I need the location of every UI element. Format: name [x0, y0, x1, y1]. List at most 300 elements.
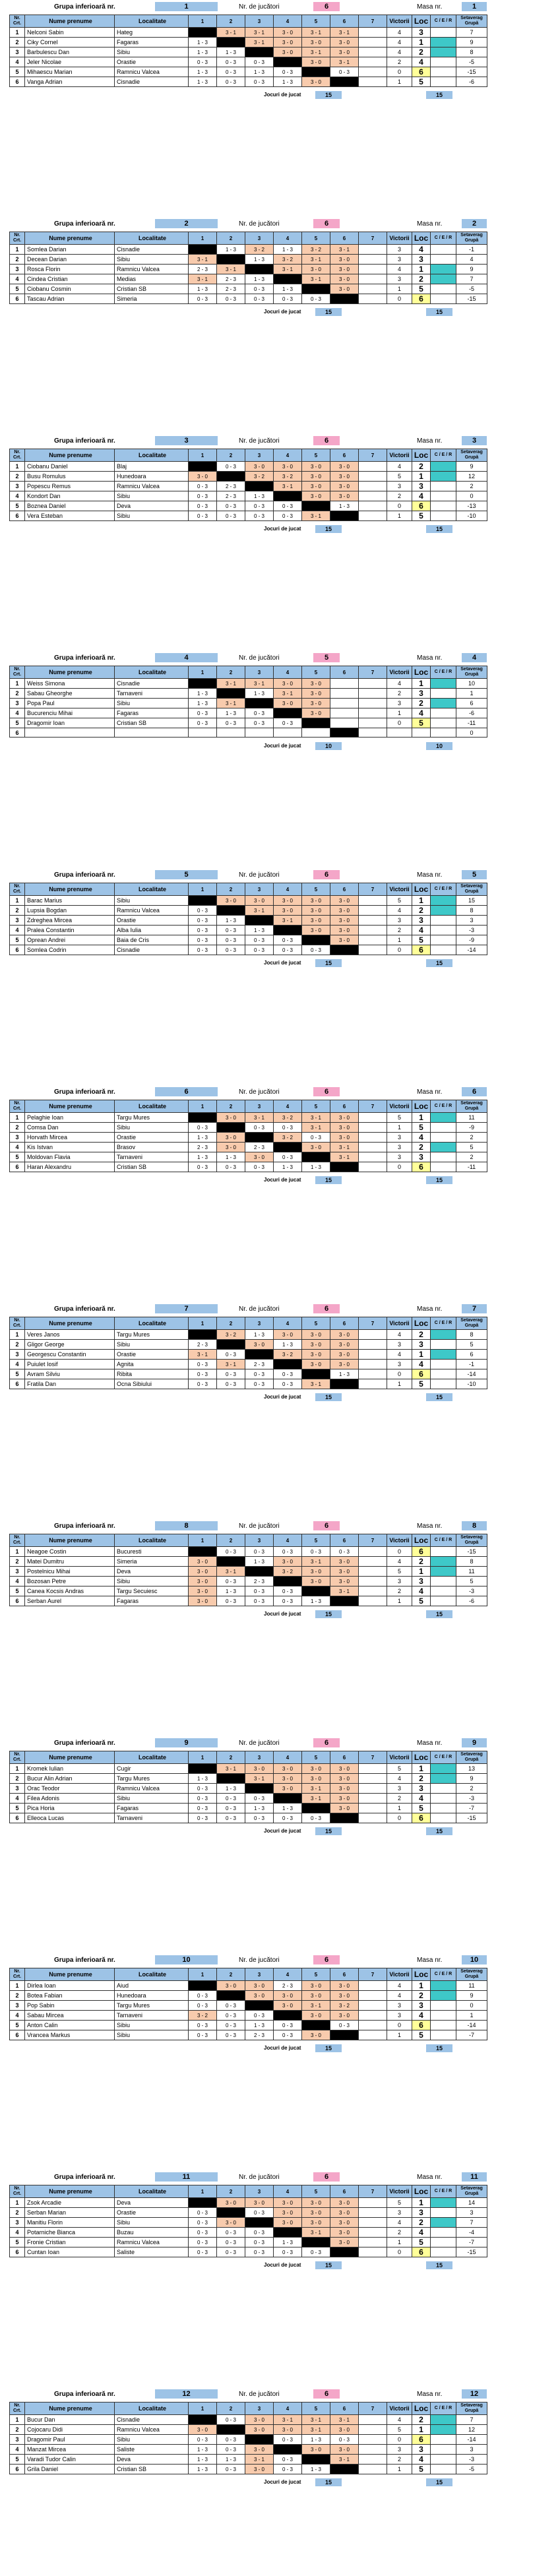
match-score-6: 3 - 0: [330, 1133, 359, 1143]
players-count: 6: [313, 2172, 340, 2182]
match-score-6: 3 - 0: [330, 491, 359, 501]
diagonal-cell: [245, 2001, 274, 2011]
match-score-7: [359, 2435, 387, 2445]
table-row: [10, 1379, 487, 1389]
match-score-7: [359, 1330, 387, 1340]
match-score-7: [359, 501, 387, 511]
table-row: [10, 1774, 487, 1784]
match-score-5: 3 - 1: [302, 511, 330, 521]
header-match-2: 2: [217, 1751, 245, 1764]
match-score-3: 0 - 3: [245, 511, 274, 521]
setaverage: 7: [456, 274, 487, 284]
victories: 1: [387, 1379, 412, 1389]
row-number: 1: [10, 2198, 25, 2208]
match-score-2: 3 - 0: [217, 1981, 245, 1991]
match-score-2: 0 - 3: [217, 2445, 245, 2455]
player-name: Haran Alexandru: [25, 1162, 115, 1172]
cer-cell: [431, 47, 456, 57]
match-score-7: [359, 1794, 387, 1804]
setaverage: 4: [456, 255, 487, 265]
match-score-1: 1 - 3: [189, 1774, 217, 1784]
row-number: 1: [10, 1764, 25, 1774]
match-score-2: 1 - 3: [217, 708, 245, 718]
table-row: [10, 2030, 487, 2040]
match-score-1: 0 - 3: [189, 718, 217, 728]
setaverage: 13: [456, 1764, 487, 1774]
header-nr: Nr. Crt.: [10, 2185, 25, 2198]
games-count: 15: [315, 959, 342, 967]
match-score-3: 3 - 1: [245, 679, 274, 689]
cer-cell: [431, 511, 456, 521]
place: 1: [412, 679, 431, 689]
victories: 4: [387, 38, 412, 47]
header-match-2: 2: [217, 449, 245, 462]
diagonal-cell: [189, 1330, 217, 1340]
setaverage: -11: [456, 718, 487, 728]
row-number: 4: [10, 1577, 25, 1586]
match-score-7: [359, 1981, 387, 1991]
player-name: Dirlea Ioan: [25, 1981, 115, 1991]
player-locality: Fagaras: [115, 38, 189, 47]
match-score-7: [359, 945, 387, 955]
setaverage: 1: [456, 689, 487, 699]
match-score-2: 0 - 3: [217, 2435, 245, 2445]
match-score-5: 3 - 1: [302, 255, 330, 265]
player-name: Mihaescu Marian: [25, 67, 115, 77]
match-score-7: [359, 1557, 387, 1567]
match-score-1: 0 - 3: [189, 2001, 217, 2011]
table-row: [10, 2001, 487, 2011]
setaverage: 2: [456, 482, 487, 491]
match-score-2: 0 - 3: [217, 2465, 245, 2474]
row-number: 3: [10, 47, 25, 57]
match-score-1: 0 - 3: [189, 2021, 217, 2030]
header-match-3: 3: [245, 883, 274, 896]
cer-cell: [431, 1547, 456, 1557]
match-score-5: 1 - 3: [302, 1162, 330, 1172]
table-body: [10, 679, 487, 738]
games-label: Jocuri de jucat: [264, 92, 301, 98]
header-setaverage: Setaverag Grupă: [456, 1751, 487, 1764]
victories: [387, 728, 412, 738]
match-score-2: 2 - 3: [217, 274, 245, 284]
match-score-5: 3 - 0: [302, 689, 330, 699]
cer-cell: [431, 1340, 456, 1350]
match-score-7: [359, 1133, 387, 1143]
header-match-3: 3: [245, 2403, 274, 2415]
table-row: [10, 1162, 487, 1172]
games-label: Jocuri de jucat: [264, 2479, 301, 2485]
cer-cell: [431, 255, 456, 265]
players-label: Nr. de jucători: [239, 3, 280, 11]
match-score-4: 3 - 0: [274, 2425, 302, 2435]
group-block-4: [0, 651, 560, 749]
match-score-7: [359, 2228, 387, 2238]
table-row: [10, 916, 487, 926]
match-score-1: 3 - 0: [189, 1557, 217, 1567]
player-locality: Orastie: [115, 57, 189, 67]
players-label: Nr. de jucători: [239, 2174, 280, 2181]
header-nr: Nr. Crt.: [10, 1751, 25, 1764]
victories: 0: [387, 945, 412, 955]
cer-cell: [431, 491, 456, 501]
victories: 0: [387, 1162, 412, 1172]
header-place: Loc: [412, 1751, 431, 1764]
match-score-4: 3 - 2: [274, 1350, 302, 1360]
table-header-row: [10, 1751, 487, 1764]
header-place: Loc: [412, 15, 431, 28]
match-score-3: 1 - 3: [245, 926, 274, 935]
match-score-4: 3 - 0: [274, 2198, 302, 2208]
header-locality: Localitate: [115, 15, 189, 28]
match-score-1: 3 - 0: [189, 1567, 217, 1577]
games-label: Jocuri de jucat: [264, 526, 301, 532]
match-score-1: 0 - 3: [189, 57, 217, 67]
victories: 4: [387, 462, 412, 472]
header-match-4: 4: [274, 1751, 302, 1764]
table-row: [10, 1784, 487, 1794]
group-header: [0, 1519, 560, 1532]
match-score-3: 2 - 3: [245, 1143, 274, 1152]
table-label: Masa nr.: [417, 1957, 443, 1964]
row-number: 6: [10, 2465, 25, 2474]
cer-cell: [431, 1567, 456, 1577]
header-match-3: 3: [245, 449, 274, 462]
match-score-4: 0 - 3: [274, 945, 302, 955]
table-row: [10, 1340, 487, 1350]
match-score-6: 3 - 0: [330, 2228, 359, 2238]
setaverage: 8: [456, 47, 487, 57]
player-locality: Alba Iulia: [115, 926, 189, 935]
header-match-3: 3: [245, 1751, 274, 1764]
header-cer: C / E / R: [431, 232, 456, 245]
header-match-3: 3: [245, 232, 274, 245]
diagonal-cell: [274, 274, 302, 284]
match-score-1: 0 - 3: [189, 1794, 217, 1804]
match-score-5: 3 - 0: [302, 1981, 330, 1991]
victories: 1: [387, 2030, 412, 2040]
victories: 2: [387, 491, 412, 501]
match-score-5: 3 - 0: [302, 2198, 330, 2208]
match-score-1: 0 - 3: [189, 1162, 217, 1172]
place: 6: [412, 2435, 431, 2445]
match-score-6: 3 - 0: [330, 255, 359, 265]
player-locality: Buzau: [115, 2228, 189, 2238]
place: 5: [412, 718, 431, 728]
match-score-5: 3 - 0: [302, 896, 330, 906]
group-footer: [0, 1175, 560, 1185]
match-score-2: 3 - 0: [217, 896, 245, 906]
group-table: [9, 15, 487, 87]
row-number: 1: [10, 245, 25, 255]
match-score-4: 0 - 3: [274, 2455, 302, 2465]
match-score-6: 3 - 1: [330, 1586, 359, 1596]
diagonal-cell: [330, 1596, 359, 1606]
group-footer: [0, 524, 560, 534]
player-name: Cindea Cristian: [25, 274, 115, 284]
match-score-6: 3 - 0: [330, 906, 359, 916]
header-match-7: 7: [359, 232, 387, 245]
group-table: [9, 1968, 487, 2040]
table-row: [10, 945, 487, 955]
player-locality: Ramnicu Valcea: [115, 2425, 189, 2435]
match-score-3: 0 - 3: [245, 57, 274, 67]
table-header-row: [10, 2403, 487, 2415]
header-match-1: 1: [189, 883, 217, 896]
place: 2: [412, 906, 431, 916]
match-score-6: 3 - 0: [330, 265, 359, 274]
player-locality: Sibiu: [115, 2218, 189, 2228]
cer-cell: [431, 2238, 456, 2247]
header-match-2: 2: [217, 1968, 245, 1981]
match-score-7: [359, 906, 387, 916]
header-locality: Localitate: [115, 883, 189, 896]
player-name: Potarniche Bianca: [25, 2228, 115, 2238]
cer-cell: [431, 896, 456, 906]
group-title: Grupa inferioară nr.: [54, 220, 115, 228]
match-score-4: 2 - 3: [274, 1981, 302, 1991]
setaverage: 7: [456, 2415, 487, 2425]
header-match-7: 7: [359, 666, 387, 679]
header-victories: Victorii: [387, 449, 412, 462]
table-body: [10, 896, 487, 955]
match-score-4: 3 - 0: [274, 2001, 302, 2011]
match-score-7: [359, 1813, 387, 1823]
player-locality: Orastie: [115, 916, 189, 926]
victories: 0: [387, 2021, 412, 2030]
match-score-6: 3 - 0: [330, 482, 359, 491]
row-number: 5: [10, 1369, 25, 1379]
header-victories: Victorii: [387, 1317, 412, 1330]
place: 3: [412, 2001, 431, 2011]
place: 2: [412, 699, 431, 708]
table-label: Masa nr.: [417, 871, 443, 879]
group-block-6: [0, 1085, 560, 1183]
match-score-1: 0 - 3: [189, 2218, 217, 2228]
victories: 3: [387, 274, 412, 284]
table-body: [10, 1330, 487, 1389]
header-match-7: 7: [359, 449, 387, 462]
match-score-5: 3 - 0: [302, 1567, 330, 1577]
player-name: Cuntan Ioan: [25, 2247, 115, 2257]
match-score-1: 0 - 3: [189, 1123, 217, 1133]
games-count: 15: [315, 2478, 342, 2486]
cer-cell: [431, 28, 456, 38]
place: 1: [412, 265, 431, 274]
diagonal-cell: [245, 1350, 274, 1360]
diagonal-cell: [274, 1794, 302, 1804]
match-score-5: 1 - 3: [302, 1596, 330, 1606]
place: 1: [412, 1764, 431, 1774]
header-setaverage: Setaverag Grupă: [456, 1534, 487, 1547]
header-match-6: 6: [330, 1534, 359, 1547]
diagonal-cell: [245, 47, 274, 57]
match-score-4: 0 - 3: [274, 501, 302, 511]
match-score-3: 1 - 3: [245, 1330, 274, 1340]
players-label: Nr. de jucători: [239, 437, 280, 445]
table-row: [10, 245, 487, 255]
player-name: Serban Marian: [25, 2208, 115, 2218]
match-score-2: 0 - 3: [217, 935, 245, 945]
player-locality: Sibiu: [115, 1577, 189, 1586]
player-locality: Sibiu: [115, 2030, 189, 2040]
group-footer: [0, 741, 560, 751]
header-match-3: 3: [245, 1968, 274, 1981]
match-score-7: [359, 689, 387, 699]
player-locality: Cristian SB: [115, 284, 189, 294]
match-score-6: 0 - 3: [330, 67, 359, 77]
victories: 0: [387, 2247, 412, 2257]
header-setaverage: Setaverag Grupă: [456, 449, 487, 462]
row-number: 2: [10, 1991, 25, 2001]
match-score-1: 1 - 3: [189, 38, 217, 47]
games-count: 15: [315, 308, 342, 316]
table-body: [10, 28, 487, 87]
match-score-5: 3 - 0: [302, 1991, 330, 2001]
diagonal-cell: [274, 1360, 302, 1369]
match-score-1: 0 - 3: [189, 1369, 217, 1379]
player-locality: Ocna Sibiului: [115, 1379, 189, 1389]
match-score-3: 0 - 3: [245, 77, 274, 87]
header-nr: Nr. Crt.: [10, 1968, 25, 1981]
victories: 1: [387, 1596, 412, 1606]
player-locality: Sibiu: [115, 47, 189, 57]
table-body: [10, 1764, 487, 1823]
setaverage: -14: [456, 2435, 487, 2445]
match-score-4: 1 - 3: [274, 2238, 302, 2247]
match-score-1: 0 - 3: [189, 2247, 217, 2257]
setaverage: -1: [456, 245, 487, 255]
header-match-4: 4: [274, 15, 302, 28]
group-title: Grupa inferioară nr.: [54, 1523, 115, 1530]
header-match-2: 2: [217, 232, 245, 245]
match-score-7: [359, 472, 387, 482]
table-label: Masa nr.: [417, 654, 443, 662]
row-number: 6: [10, 945, 25, 955]
match-score-1: 0 - 3: [189, 2208, 217, 2218]
match-score-7: [359, 718, 387, 728]
match-score-2: 3 - 1: [217, 1567, 245, 1577]
player-locality: Fagaras: [115, 1596, 189, 1606]
group-table: [9, 666, 487, 738]
group-footer: [0, 1609, 560, 1619]
cer-cell: [431, 1586, 456, 1596]
match-score-7: [359, 1784, 387, 1794]
player-locality: Simeria: [115, 1557, 189, 1567]
group-number: 9: [155, 1738, 218, 1747]
diagonal-cell: [274, 1577, 302, 1586]
header-match-6: 6: [330, 449, 359, 462]
player-name: Jeler Nicolae: [25, 57, 115, 67]
table-row: [10, 1586, 487, 1596]
victories: 3: [387, 1133, 412, 1143]
diagonal-cell: [302, 1152, 330, 1162]
player-locality: Ramnicu Valcea: [115, 265, 189, 274]
setaverage: 3: [456, 916, 487, 926]
row-number: 4: [10, 491, 25, 501]
match-score-2: 0 - 3: [217, 1350, 245, 1360]
player-locality: Sibiu: [115, 896, 189, 906]
row-number: 3: [10, 699, 25, 708]
place: 6: [412, 67, 431, 77]
diagonal-cell: [217, 906, 245, 916]
row-number: 3: [10, 1784, 25, 1794]
header-match-1: 1: [189, 1100, 217, 1113]
match-score-2: 0 - 3: [217, 511, 245, 521]
cer-cell: [431, 38, 456, 47]
place: 5: [412, 935, 431, 945]
match-score-2: 0 - 3: [217, 1804, 245, 1813]
place: 6: [412, 2021, 431, 2030]
match-score-3: 3 - 2: [245, 472, 274, 482]
match-score-2: 0 - 3: [217, 718, 245, 728]
header-match-5: 5: [302, 1534, 330, 1547]
diagonal-cell: [302, 1369, 330, 1379]
match-score-5: 3 - 1: [302, 1784, 330, 1794]
victories: 4: [387, 28, 412, 38]
player-locality: Tarnaveni: [115, 1152, 189, 1162]
match-score-6: 3 - 0: [330, 38, 359, 47]
match-score-4: 0 - 3: [274, 2247, 302, 2257]
setaverage: 10: [456, 679, 487, 689]
header-match-5: 5: [302, 1317, 330, 1330]
player-locality: Fagaras: [115, 708, 189, 718]
match-score-1: 3 - 0: [189, 2425, 217, 2435]
table-header-row: [10, 15, 487, 28]
row-number: 5: [10, 2238, 25, 2247]
match-score-2: [217, 728, 245, 738]
player-locality: Cristian SB: [115, 718, 189, 728]
match-score-3: 0 - 3: [245, 2208, 274, 2218]
player-name: Dragomir Ioan: [25, 718, 115, 728]
group-number: 3: [155, 436, 218, 445]
diagonal-cell: [217, 1991, 245, 2001]
row-number: 6: [10, 1813, 25, 1823]
match-score-3: 2 - 3: [245, 1360, 274, 1369]
match-score-1: 1 - 3: [189, 2445, 217, 2455]
match-score-1: [189, 728, 217, 738]
player-locality: Sibiu: [115, 2021, 189, 2030]
player-name: Botea Fabian: [25, 1991, 115, 2001]
setaverage: 11: [456, 1113, 487, 1123]
header-victories: Victorii: [387, 666, 412, 679]
table-row: [10, 1804, 487, 1813]
match-score-2: 3 - 0: [217, 1143, 245, 1152]
match-score-4: 3 - 2: [274, 1113, 302, 1123]
games-count-2: 15: [426, 2044, 452, 2052]
match-score-5: 3 - 0: [302, 916, 330, 926]
match-score-7: [359, 57, 387, 67]
setaverage: 2: [456, 1152, 487, 1162]
victories: 5: [387, 2425, 412, 2435]
group-number: 11: [155, 2172, 218, 2182]
place: 5: [412, 2238, 431, 2247]
header-cer: C / E / R: [431, 449, 456, 462]
match-score-6: [330, 708, 359, 718]
match-score-5: 3 - 1: [302, 1123, 330, 1133]
player-locality: Orastie: [115, 2208, 189, 2218]
games-count-2: 15: [426, 959, 452, 967]
match-score-7: [359, 2001, 387, 2011]
match-score-1: 3 - 2: [189, 2011, 217, 2021]
diagonal-cell: [189, 896, 217, 906]
victories: 4: [387, 1774, 412, 1784]
match-score-5: 3 - 0: [302, 2030, 330, 2040]
diagonal-cell: [217, 1340, 245, 1350]
victories: 3: [387, 1577, 412, 1586]
match-score-6: 3 - 1: [330, 2455, 359, 2465]
victories: 3: [387, 1784, 412, 1794]
